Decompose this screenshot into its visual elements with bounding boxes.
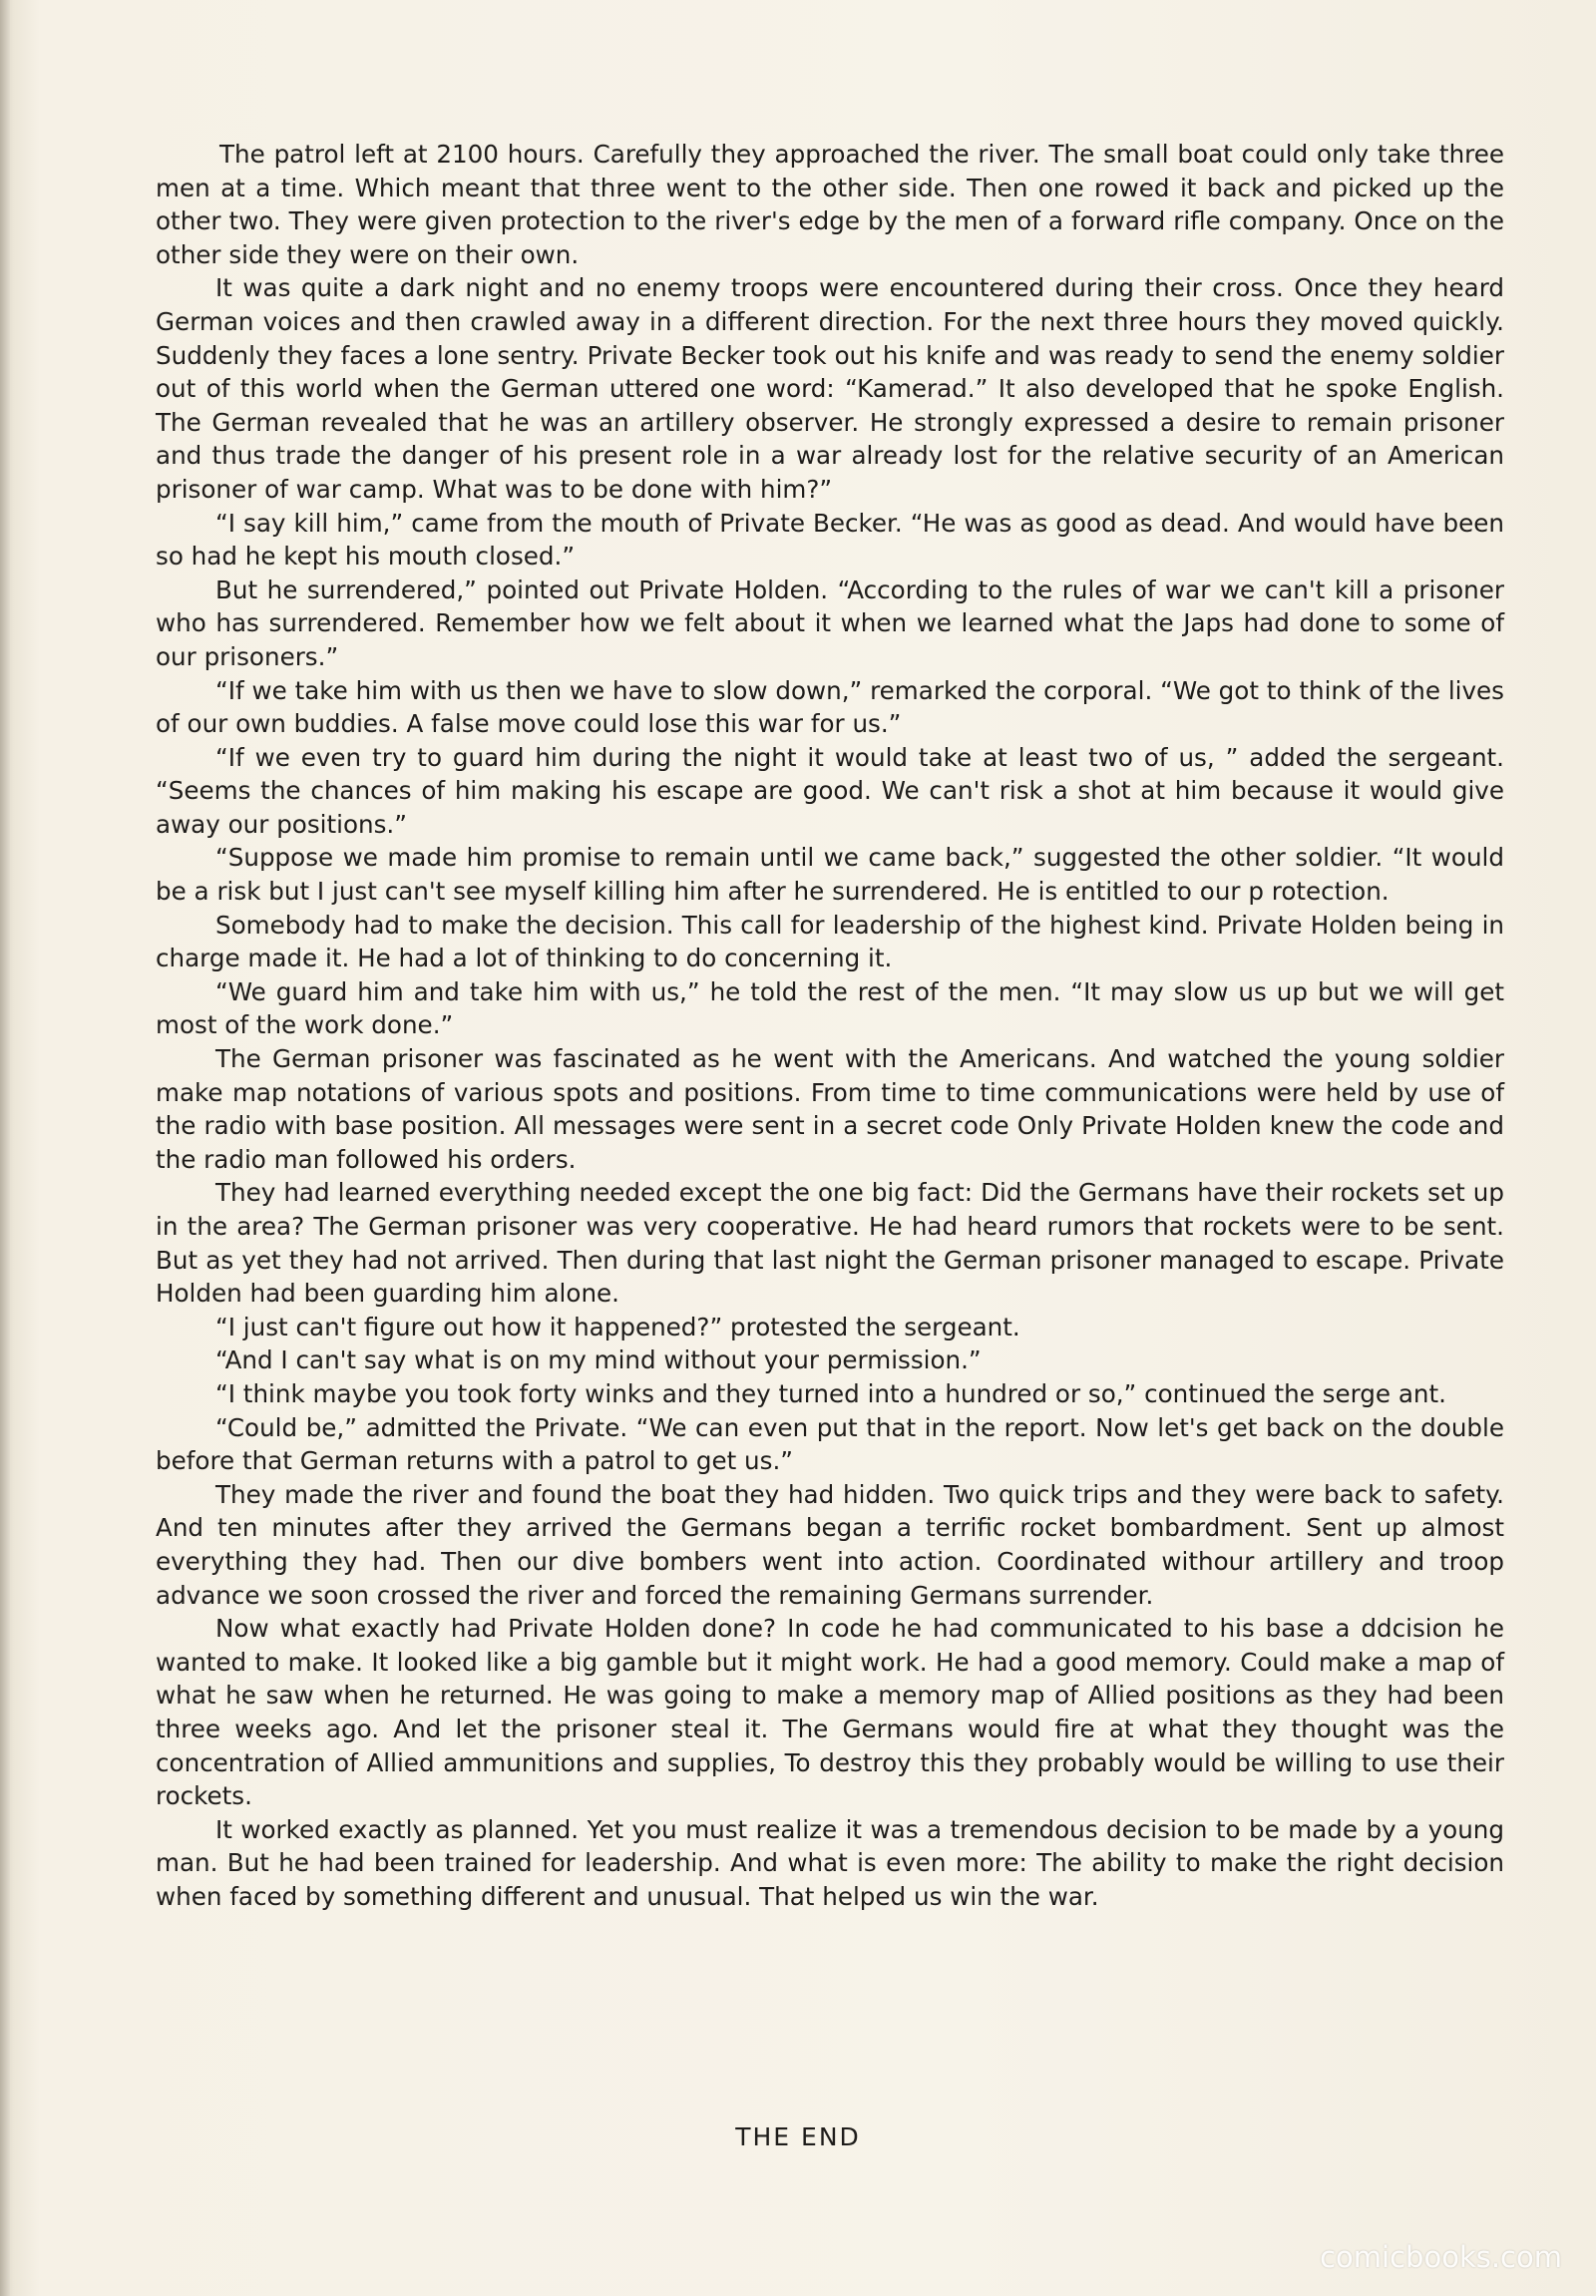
story-paragraph: Now what exactly had Private Holden done? In code he had communicated to his base a ddcision he wanted to make. It looked like a big gamble but it might work. He had a good memory. Could make a map of what he saw when he returned. He was going to make a memory map of Allied positions as they had been three weeks ago. And let the prisoner steal it. The Germans would fire at what they thought was the concentration of Allied ammunitions and supplies, To destroy this they probably would be willing to use their rockets. bbox=[156, 1614, 1504, 1811]
the-end-label: THE END bbox=[735, 2122, 861, 2151]
story-paragraph: They made the river and found the boat they had hidden. Two quick trips and they were back to safety. And ten minutes after they arrived the Germans began a terrific rocket bombardment. Sent up almost everything they had. Then our dive bombers went into action. Coordinated withour artillery and troop advance we soon crossed the river and forced the remaining Germans surrender. bbox=[156, 1479, 1504, 1610]
story-paragraph: The German prisoner was fascinated as he went with the Americans. And watched the young soldier make map notations of various spots and positions. From time to time communications were held by use of the radio with base position. All messages were sent in a secret code Only Private Holden knew the code and the radio man followed his orders. bbox=[156, 1044, 1504, 1174]
story-paragraph: They had learned everything needed except the one big fact: Did the Germans have their rockets set up in the area? The German prisoner was very cooperative. He had heard rumors that rockets were to be sent. But as yet they had not arrived. Then during that last night the German prisoner managed to escape. Private Holden had been guarding him alone. bbox=[156, 1178, 1504, 1309]
story-text bbox=[156, 138, 1504, 1913]
story-paragraph: “If we take him with us then we have to slow down,” remarked the corporal. “We got to think of the lives of our own buddies. A false move could lose this war for us.” bbox=[156, 675, 1504, 739]
story-paragraph: It worked exactly as planned. Yet you must realize it was a tremendous decision to be made by a young man. But he had been trained for leadership. And what is even more: The ability to make the right decision when faced by something different and unusual. That helped us win the war. bbox=[156, 1814, 1504, 1911]
story-paragraph: “I just can't figure out how it happened?” protested the sergeant. bbox=[215, 1312, 1020, 1341]
site-watermark: comicbooks.com bbox=[1320, 2240, 1562, 2274]
story-paragraph: Somebody had to make the decision. This call for leadership of the highest kind. Private Holden being in charge made it. He had a lot of thinking to do concerning it. bbox=[156, 910, 1504, 973]
story-paragraph: But he surrendered,” pointed out Private Holden. “According to the rules of war we can't kill a prisoner who has surrendered. Remember how we felt about it when we learned what the Japs had done to some of our prisoners.” bbox=[156, 574, 1504, 671]
story-paragraph: “And I can't say what is on my mind without your permission.” bbox=[215, 1345, 982, 1375]
story-paragraph: It was quite a dark night and no enemy troops were encountered during their cross. Once they heard German voices and then crawled away in a different direction. For the next three hours they moved quickly. Suddenly they faces a lone sentry. Private Becker took out his knife and was ready to send the enemy soldier out of this world when the German uttered one word: “Kamerad.” It also developed that he spoke English. The German revealed that he was an artillery observer. He strongly expressed a desire to remain prisoner and thus trade the danger of his present role in a war already lost for the relative security of an American prisoner of war camp. What was to be done with him?” bbox=[156, 273, 1504, 504]
story-paragraph: “I say kill him,” came from the mouth of Private Becker. “He was as good as dead. And would have been so had he kept his mouth closed.” bbox=[156, 508, 1504, 572]
story-paragraph: “I think maybe you took forty winks and they turned into a hundred or so,” continued the serge ant. bbox=[215, 1378, 1446, 1408]
story-paragraph: “Suppose we made him promise to remain until we came back,” suggested the other soldier. “It would be a risk but I just can't see myself killing him after he surrendered. He is entitled to our p rotection. bbox=[156, 843, 1504, 907]
story-paragraph: The patrol left at 2100 hours. Carefully they approached the river. The small boat could only take three men at a time. Which meant that three went to the other side. Then one rowed it back and picked up the other two. They were given protection to the river's edge by the men of a forward rifle company. Once on the other side they were on their own. bbox=[156, 140, 1504, 269]
page-spine bbox=[0, 0, 10, 2296]
story-paragraph: “We guard him and take him with us,” he told the rest of the men. “It may slow us up but we will get most of the work done.” bbox=[156, 976, 1504, 1040]
story-paragraph: “Could be,” admitted the Private. “We can even put that in the report. Now let's get back on the double before that German returns with a patrol to get us.” bbox=[156, 1412, 1504, 1476]
story-paragraph: “If we even try to guard him during the night it would take at least two of us, ” added the sergeant. “Seems the chances of him making his escape are good. We can't risk a shot at him because it would give away our positions.” bbox=[156, 742, 1504, 839]
